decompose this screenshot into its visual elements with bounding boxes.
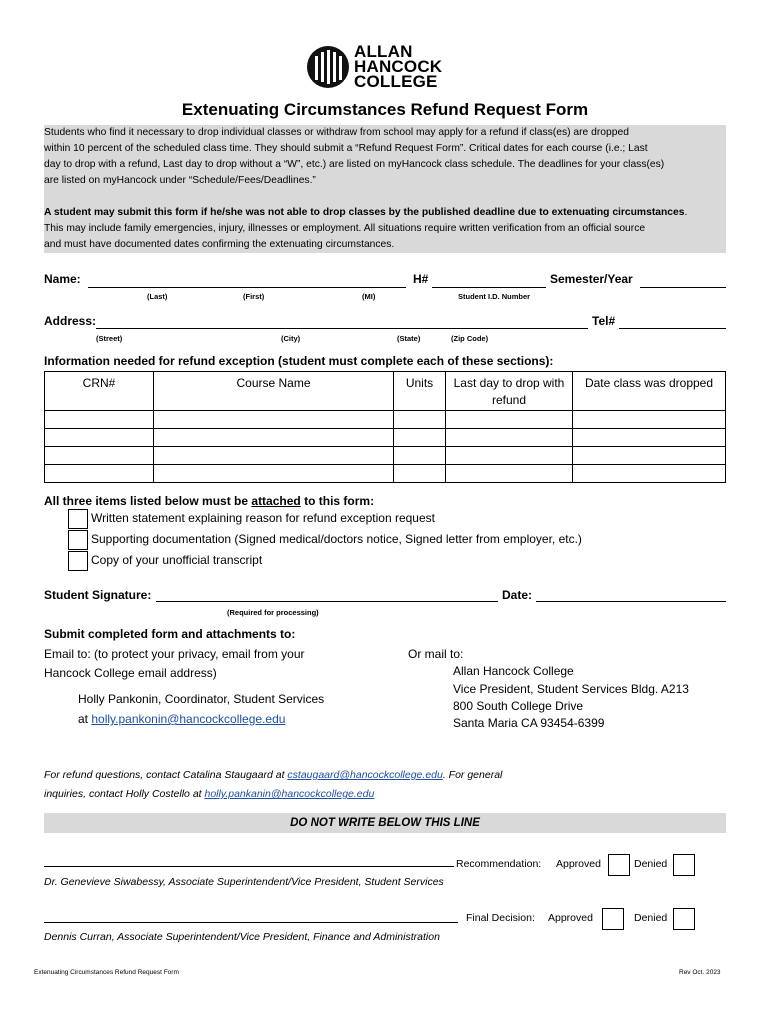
final-denied-checkbox[interactable] xyxy=(673,908,695,930)
contact-name: Holly Pankonin, Coordinator, Student Services xyxy=(78,692,325,706)
intro-bold-line: A student may submit this form if he/she was not able to drop classes by the published deadline due to extenuating circumstances. xyxy=(44,207,688,218)
table-cell[interactable] xyxy=(154,447,394,465)
intro-line: are listed on myHancock under “Schedule/Fees/Deadlines.” xyxy=(44,175,316,186)
table-row xyxy=(45,465,726,483)
recommendation-approved-checkbox[interactable] xyxy=(608,854,630,876)
col-last-day: Last day to drop with refund xyxy=(446,372,573,411)
table-row xyxy=(45,447,726,465)
table-cell[interactable] xyxy=(45,465,154,483)
signature-label: Student Signature: xyxy=(44,588,152,602)
final-denied-label: Denied xyxy=(634,912,668,924)
col-units: Units xyxy=(394,372,446,411)
h-number-field[interactable] xyxy=(432,287,546,288)
final-decider-name: Dennis Curran, Associate Superintendent/Vice President, Finance and Administration xyxy=(44,931,440,943)
date-label: Date: xyxy=(502,588,533,602)
table-heading: Information needed for refund exception (student must complete each of these sections): xyxy=(44,354,554,368)
sub-last: (Last) xyxy=(147,292,168,301)
sub-state: (State) xyxy=(397,334,421,343)
table-cell[interactable] xyxy=(394,465,446,483)
col-date-dropped: Date class was dropped xyxy=(573,372,726,411)
semester-field[interactable] xyxy=(640,287,726,288)
college-logo xyxy=(306,44,466,94)
recommendation-signature-field[interactable] xyxy=(44,866,454,867)
table-cell[interactable] xyxy=(45,411,154,429)
final-decision-label: Final Decision: xyxy=(466,912,535,924)
table-cell[interactable] xyxy=(45,429,154,447)
signature-required-note: (Required for processing) xyxy=(227,608,319,617)
attach-documentation-checkbox[interactable] xyxy=(68,530,88,550)
contact-email-link[interactable]: holly.pankonin@hancockcollege.edu xyxy=(91,712,286,726)
questions-line: inquiries, contact Holly Costello at holly.pankanin@hancockcollege.edu xyxy=(44,788,375,800)
contact-email-line: at holly.pankonin@hancockcollege.edu xyxy=(78,712,286,726)
table-row xyxy=(45,429,726,447)
mail-label: Or mail to: xyxy=(408,647,464,661)
col-course-name: Course Name xyxy=(154,372,394,411)
final-approved-label: Approved xyxy=(548,912,593,924)
recommender-name: Dr. Genevieve Siwabessy, Associate Superintendent/Vice President, Student Services xyxy=(44,876,444,888)
table-cell[interactable] xyxy=(154,411,394,429)
logo-wordmark: ALLAN HANCOCK COLLEGE xyxy=(354,42,443,91)
recommendation-approved-label: Approved xyxy=(556,858,601,870)
table-cell[interactable] xyxy=(446,465,573,483)
table-cell[interactable] xyxy=(394,429,446,447)
final-approved-checkbox[interactable] xyxy=(602,908,624,930)
table-cell[interactable] xyxy=(573,411,726,429)
intro-line: Students who find it necessary to drop individual classes or withdraw from school may apply for a refund if class(es) are dropped xyxy=(44,127,629,138)
mail-address: Allan Hancock College xyxy=(453,664,574,678)
recommendation-label: Recommendation: xyxy=(456,858,542,870)
questions-line: For refund questions, contact Catalina Staugaard at cstaugaard@hancockcollege.edu. For general xyxy=(44,769,503,781)
attach-statement-checkbox[interactable] xyxy=(68,509,88,529)
intro-line: This may include family emergencies, injury, illnesses or employment. All situations require written verification from an official source xyxy=(44,223,646,234)
date-field[interactable] xyxy=(536,601,726,602)
sub-mi: (MI) xyxy=(362,292,376,301)
table-cell[interactable] xyxy=(45,447,154,465)
attach-item-transcript: Copy of your unofficial transcript xyxy=(91,553,263,567)
recommendation-denied-checkbox[interactable] xyxy=(673,854,695,876)
address-label: Address: xyxy=(44,314,97,328)
table-cell[interactable] xyxy=(573,429,726,447)
table-cell[interactable] xyxy=(154,465,394,483)
attach-item-documentation: Supporting documentation (Signed medical/doctors notice, Signed letter from employer, etc.) xyxy=(91,532,582,546)
course-table xyxy=(44,371,726,483)
costello-email-link[interactable]: holly.pankanin@hancockcollege.edu xyxy=(204,788,375,800)
table-cell[interactable] xyxy=(446,429,573,447)
h-number-label: H# xyxy=(413,272,429,286)
table-cell[interactable] xyxy=(446,411,573,429)
table-cell[interactable] xyxy=(446,447,573,465)
footer-revision: Rev Oct. 2023 xyxy=(679,969,721,976)
email-instruction: Hancock College email address) xyxy=(44,666,217,680)
tel-label: Tel# xyxy=(592,314,616,328)
table-header-row xyxy=(45,372,726,411)
table-cell[interactable] xyxy=(154,429,394,447)
logo-emblem-icon xyxy=(306,44,350,90)
submit-heading: Submit completed form and attachments to: xyxy=(44,627,296,641)
staugaard-email-link[interactable]: cstaugaard@hancockcollege.edu xyxy=(287,769,443,781)
name-label: Name: xyxy=(44,272,81,286)
signature-field[interactable] xyxy=(156,601,498,602)
sub-first: (First) xyxy=(243,292,265,301)
sub-zip: (Zip Code) xyxy=(451,334,489,343)
email-instruction: Email to: (to protect your privacy, email from your xyxy=(44,647,305,661)
col-crn: CRN# xyxy=(45,372,154,411)
intro-line: within 10 percent of the scheduled class time. They should submit a “Refund Request Form”. Critical dates for each course (i.e.; Last xyxy=(44,143,648,154)
recommendation-denied-label: Denied xyxy=(634,858,668,870)
table-cell[interactable] xyxy=(573,465,726,483)
table-cell[interactable] xyxy=(394,447,446,465)
do-not-write-bar: DO NOT WRITE BELOW THIS LINE xyxy=(44,813,726,833)
table-row xyxy=(45,411,726,429)
final-signature-field[interactable] xyxy=(44,922,458,923)
attach-item-statement: Written statement explaining reason for refund exception request xyxy=(91,511,435,525)
name-field[interactable] xyxy=(88,287,406,288)
sub-student-id: Student I.D. Number xyxy=(458,292,531,301)
intro-box xyxy=(44,125,726,253)
sub-city: (City) xyxy=(281,334,301,343)
attach-heading: All three items listed below must be attached to this form: xyxy=(44,494,375,508)
table-cell[interactable] xyxy=(394,411,446,429)
semester-label: Semester/Year xyxy=(550,272,633,286)
sub-street: (Street) xyxy=(96,334,123,343)
mail-address: Vice President, Student Services Bldg. A213 xyxy=(453,682,689,696)
mail-address: 800 South College Drive xyxy=(453,699,584,713)
intro-line: day to drop with a refund, Last day to drop without a “W”, etc.) are listed on myHancock class schedule. The deadlines for your class(es) xyxy=(44,159,665,170)
address-field[interactable] xyxy=(96,328,588,329)
mail-address: Santa Maria CA 93454-6399 xyxy=(453,716,605,730)
attach-transcript-checkbox[interactable] xyxy=(68,551,88,571)
form-title: Extenuating Circumstances Refund Request Form xyxy=(181,100,589,119)
intro-line: and must have documented dates confirming the extenuating circumstances. xyxy=(44,239,395,250)
tel-field[interactable] xyxy=(619,328,726,329)
footer-form-name: Extenuating Circumstances Refund Request Form xyxy=(34,969,179,976)
table-cell[interactable] xyxy=(573,447,726,465)
